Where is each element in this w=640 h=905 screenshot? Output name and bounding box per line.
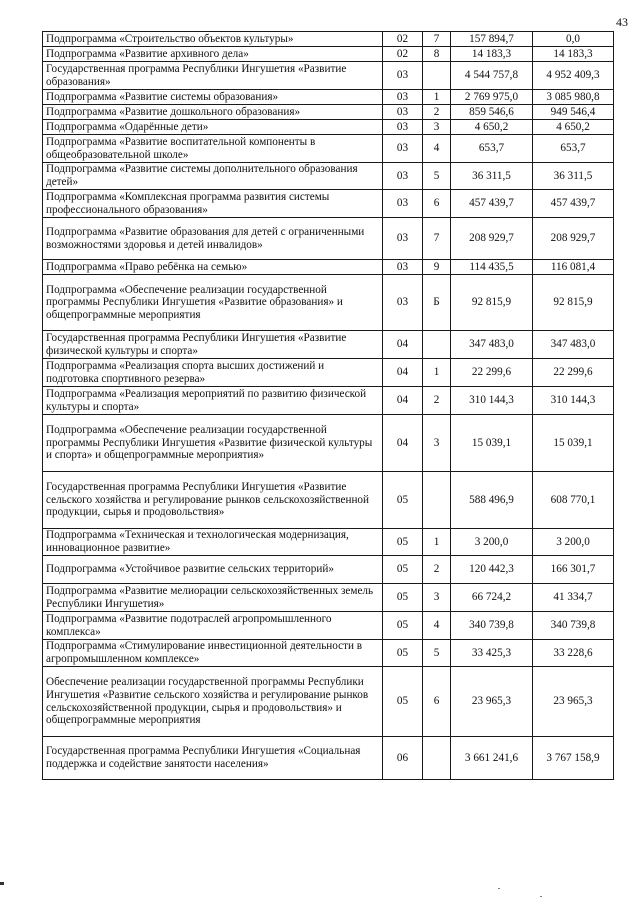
- row-subsection-code: 7: [423, 218, 451, 260]
- row-amount-1: 859 546,6: [451, 105, 533, 120]
- row-amount-1: 2 769 975,0: [451, 90, 533, 105]
- table-row: [43, 556, 614, 584]
- row-section-code: 04: [383, 415, 423, 472]
- row-subsection-code: 9: [423, 260, 451, 275]
- row-subsection-code: 6: [423, 667, 451, 737]
- row-amount-1: 14 183,3: [451, 47, 533, 62]
- row-name: Подпрограмма «Развитие подотраслей агропромышленного комплекса»: [43, 612, 383, 640]
- row-name: Подпрограмма «Развитие системы образования»: [43, 90, 383, 105]
- row-name: Подпрограмма «Развитие мелиорации сельскохозяйственных земель Республики Ингушетия»: [43, 584, 383, 612]
- row-subsection-code: 2: [423, 556, 451, 584]
- row-subsection-code: [423, 331, 451, 359]
- row-amount-1: 120 442,3: [451, 556, 533, 584]
- row-name: Подпрограмма «Стимулирование инвестиционной деятельности в агропромышленном комплексе»: [43, 640, 383, 667]
- table-row: [43, 62, 614, 90]
- row-section-code: 03: [383, 190, 423, 218]
- row-section-code: 03: [383, 163, 423, 190]
- row-subsection-code: 1: [423, 90, 451, 105]
- table-row: [43, 135, 614, 163]
- table-row: [43, 120, 614, 135]
- row-amount-2: 347 483,0: [533, 331, 614, 359]
- table-row: [43, 331, 614, 359]
- table-row: [43, 359, 614, 387]
- row-amount-1: 23 965,3: [451, 667, 533, 737]
- row-amount-2: 3 200,0: [533, 529, 614, 556]
- row-amount-2: 4 952 409,3: [533, 62, 614, 90]
- row-amount-2: 3 767 158,9: [533, 737, 614, 780]
- scan-edge-mark: [0, 882, 4, 885]
- row-amount-1: 457 439,7: [451, 190, 533, 218]
- row-name: Подпрограмма «Реализация мероприятий по развитию физической культуры и спорта»: [43, 387, 383, 415]
- budget-table-body: [43, 32, 614, 780]
- row-amount-2: 166 301,7: [533, 556, 614, 584]
- row-section-code: 04: [383, 387, 423, 415]
- row-amount-2: 653,7: [533, 135, 614, 163]
- row-name: Подпрограмма «Техническая и технологическая модернизация, инновационное развитие»: [43, 529, 383, 556]
- row-section-code: 02: [383, 32, 423, 47]
- scan-dot: [540, 896, 542, 897]
- row-section-code: 05: [383, 612, 423, 640]
- row-section-code: 05: [383, 640, 423, 667]
- row-subsection-code: 1: [423, 529, 451, 556]
- row-amount-2: 36 311,5: [533, 163, 614, 190]
- row-amount-1: 114 435,5: [451, 260, 533, 275]
- row-amount-1: 4 650,2: [451, 120, 533, 135]
- table-row: [43, 105, 614, 120]
- table-row: [43, 32, 614, 47]
- row-section-code: 03: [383, 135, 423, 163]
- row-name: Государственная программа Республики Ингушетия «Развитие образования»: [43, 62, 383, 90]
- row-amount-1: 347 483,0: [451, 331, 533, 359]
- row-subsection-code: 3: [423, 415, 451, 472]
- row-amount-2: 949 546,4: [533, 105, 614, 120]
- row-amount-1: 33 425,3: [451, 640, 533, 667]
- row-amount-1: 22 299,6: [451, 359, 533, 387]
- table-row: [43, 190, 614, 218]
- row-section-code: 02: [383, 47, 423, 62]
- row-amount-1: 36 311,5: [451, 163, 533, 190]
- row-amount-1: 66 724,2: [451, 584, 533, 612]
- row-subsection-code: Б: [423, 275, 451, 331]
- row-amount-2: 3 085 980,8: [533, 90, 614, 105]
- table-row: [43, 472, 614, 529]
- row-name: Подпрограмма «Комплексная программа развития системы профессионального образования»: [43, 190, 383, 218]
- row-amount-2: 4 650,2: [533, 120, 614, 135]
- row-subsection-code: 2: [423, 105, 451, 120]
- row-subsection-code: 3: [423, 120, 451, 135]
- table-row: [43, 640, 614, 667]
- row-amount-2: 14 183,3: [533, 47, 614, 62]
- row-amount-2: 116 081,4: [533, 260, 614, 275]
- row-amount-2: 92 815,9: [533, 275, 614, 331]
- scan-dot: [498, 888, 500, 889]
- budget-table: [42, 31, 614, 780]
- row-amount-2: 457 439,7: [533, 190, 614, 218]
- table-row: [43, 612, 614, 640]
- row-amount-1: 92 815,9: [451, 275, 533, 331]
- row-amount-1: 3 200,0: [451, 529, 533, 556]
- row-subsection-code: 8: [423, 47, 451, 62]
- table-row: [43, 260, 614, 275]
- row-amount-1: 340 739,8: [451, 612, 533, 640]
- row-amount-1: 653,7: [451, 135, 533, 163]
- row-name: Подпрограмма «Развитие образования для детей с ограниченными возможностями здоровья и детей инвалидов»: [43, 218, 383, 260]
- row-amount-1: 588 496,9: [451, 472, 533, 529]
- row-section-code: 05: [383, 529, 423, 556]
- row-amount-2: 33 228,6: [533, 640, 614, 667]
- row-amount-2: 608 770,1: [533, 472, 614, 529]
- table-row: [43, 90, 614, 105]
- row-amount-2: 0,0: [533, 32, 614, 47]
- row-name: Подпрограмма «Строительство объектов культуры»: [43, 32, 383, 47]
- row-section-code: 03: [383, 218, 423, 260]
- row-section-code: 05: [383, 556, 423, 584]
- row-section-code: 05: [383, 584, 423, 612]
- row-amount-1: 4 544 757,8: [451, 62, 533, 90]
- row-amount-2: 340 739,8: [533, 612, 614, 640]
- row-name: Подпрограмма «Развитие воспитательной компоненты в общеобразовательной школе»: [43, 135, 383, 163]
- row-amount-2: 208 929,7: [533, 218, 614, 260]
- row-section-code: 03: [383, 260, 423, 275]
- row-amount-1: 310 144,3: [451, 387, 533, 415]
- table-row: [43, 584, 614, 612]
- row-amount-2: 23 965,3: [533, 667, 614, 737]
- row-amount-1: 208 929,7: [451, 218, 533, 260]
- row-subsection-code: 4: [423, 612, 451, 640]
- row-name: Подпрограмма «Обеспечение реализации государственной программы Республики Ингушетия «Развитие физической культуры и спорта» и общепрограммные мероприятия»: [43, 415, 383, 472]
- row-subsection-code: 7: [423, 32, 451, 47]
- row-subsection-code: [423, 737, 451, 780]
- table-row: [43, 737, 614, 780]
- table-row: [43, 667, 614, 737]
- row-name: Подпрограмма «Развитие системы дополнительного образования детей»: [43, 163, 383, 190]
- row-name: Подпрограмма «Устойчивое развитие сельских территорий»: [43, 556, 383, 584]
- row-amount-1: 3 661 241,6: [451, 737, 533, 780]
- row-amount-2: 41 334,7: [533, 584, 614, 612]
- page-number: 43: [616, 15, 628, 29]
- table-row: [43, 47, 614, 62]
- row-section-code: 03: [383, 120, 423, 135]
- row-name: Государственная программа Республики Ингушетия «Развитие физической культуры и спорта»: [43, 331, 383, 359]
- row-section-code: 04: [383, 331, 423, 359]
- row-name: Государственная программа Республики Ингушетия «Развитие сельского хозяйства и регулирование рынков сельскохозяйственной продукции, сырья и продовольствия»: [43, 472, 383, 529]
- row-section-code: 03: [383, 105, 423, 120]
- row-section-code: 03: [383, 62, 423, 90]
- row-subsection-code: 3: [423, 584, 451, 612]
- row-name: Обеспечение реализации государственной программы Республики Ингушетия «Развитие сельского хозяйства и регулирование рынков сельскохозяйственной продукции, сырья и продовольствия» и общепрограммные мероприятия: [43, 667, 383, 737]
- row-subsection-code: 1: [423, 359, 451, 387]
- row-name: Подпрограмма «Развитие дошкольного образования»: [43, 105, 383, 120]
- row-name: Подпрограмма «Одарённые дети»: [43, 120, 383, 135]
- row-subsection-code: 5: [423, 640, 451, 667]
- row-subsection-code: 5: [423, 163, 451, 190]
- row-amount-1: 15 039,1: [451, 415, 533, 472]
- table-row: [43, 415, 614, 472]
- table-row: [43, 163, 614, 190]
- row-name: Подпрограмма «Право ребёнка на семью»: [43, 260, 383, 275]
- row-section-code: 03: [383, 275, 423, 331]
- row-subsection-code: 2: [423, 387, 451, 415]
- row-amount-2: 15 039,1: [533, 415, 614, 472]
- row-name: Подпрограмма «Развитие архивного дела»: [43, 47, 383, 62]
- row-name: Подпрограмма «Обеспечение реализации государственной программы Республики Ингушетия «Развитие образования» и общепрограммные мероприятия: [43, 275, 383, 331]
- row-section-code: 03: [383, 90, 423, 105]
- row-name: Подпрограмма «Реализация спорта высших достижений и подготовка спортивного резерва»: [43, 359, 383, 387]
- row-subsection-code: [423, 62, 451, 90]
- row-amount-2: 22 299,6: [533, 359, 614, 387]
- table-row: [43, 275, 614, 331]
- row-amount-2: 310 144,3: [533, 387, 614, 415]
- row-section-code: 04: [383, 359, 423, 387]
- table-row: [43, 387, 614, 415]
- row-subsection-code: 6: [423, 190, 451, 218]
- row-name: Государственная программа Республики Ингушетия «Социальная поддержка и содействие занятости населения»: [43, 737, 383, 780]
- row-section-code: 05: [383, 667, 423, 737]
- row-subsection-code: 4: [423, 135, 451, 163]
- row-subsection-code: [423, 472, 451, 529]
- table-row: [43, 218, 614, 260]
- table-row: [43, 529, 614, 556]
- row-section-code: 05: [383, 472, 423, 529]
- row-section-code: 06: [383, 737, 423, 780]
- row-amount-1: 157 894,7: [451, 32, 533, 47]
